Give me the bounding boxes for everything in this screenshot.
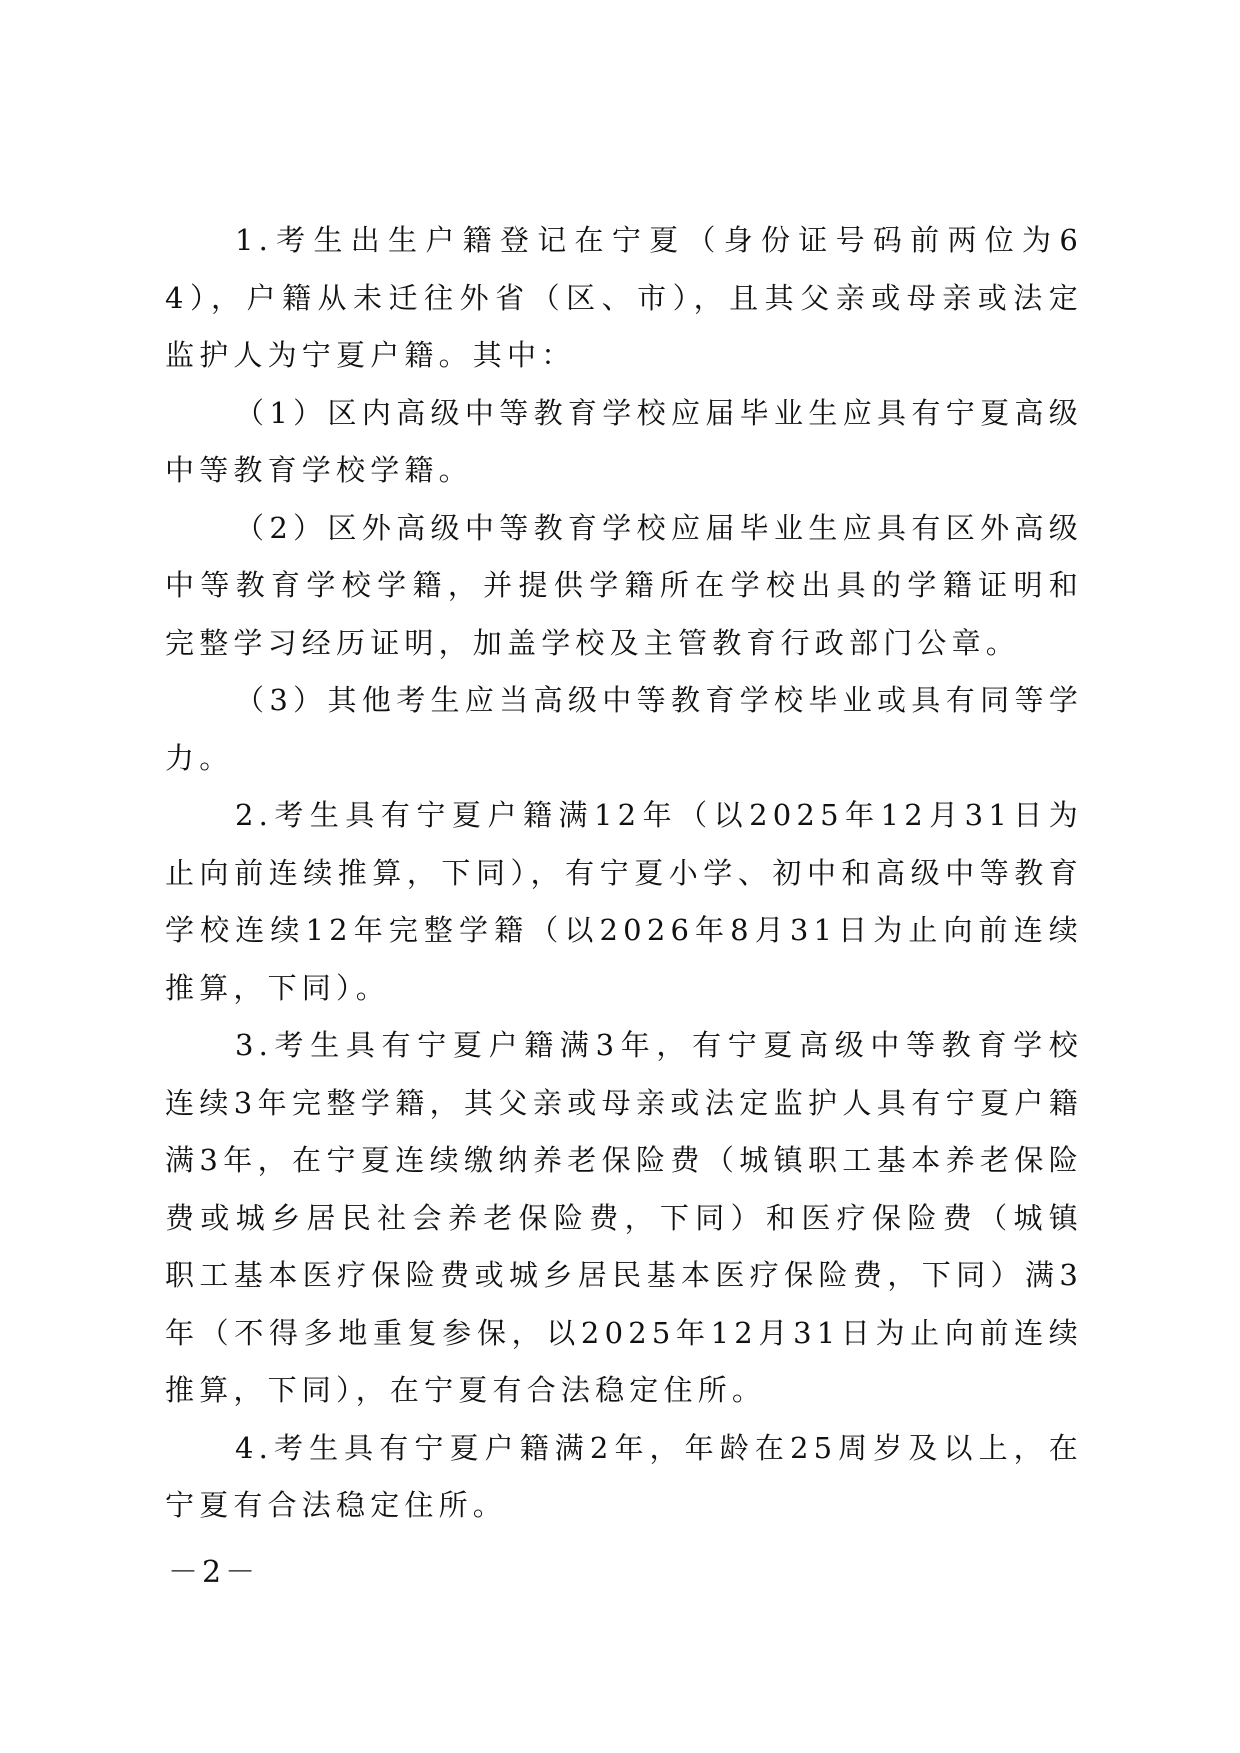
paragraph-item-1-3: （3）其他考生应当高级中等教育学校毕业或具有同等学力。: [165, 683, 1083, 775]
document-body: [165, 212, 1083, 1535]
paragraph-item-1-1: （1）区内高级中等教育学校应届毕业生应具有宁夏高级中等教育学校学籍。: [165, 395, 1083, 487]
paragraph-item-2: 2.考生具有宁夏户籍满12年（以2025年12月31日为止向前连续推算，下同），有宁夏小学、初中和高级中等教育学校连续12年完整学籍（以2026年8月31日为止向前连续推算，下同）。: [165, 798, 1083, 1005]
paragraph-item-4: 4.考生具有宁夏户籍满2年，年龄在25周岁及以上，在宁夏有合法稳定住所。: [165, 1430, 1083, 1522]
page-number: －2－: [168, 1555, 260, 1590]
paragraph-item-3: 3.考生具有宁夏户籍满3年，有宁夏高级中等教育学校连续3年完整学籍，其父亲或母亲或法定监护人具有宁夏户籍满3年，在宁夏连续缴纳养老保险费（城镇职工基本养老保险费或城乡居民社会养老保险费，下同）和医疗保险费（城镇职工基本医疗保险费或城乡居民基本医疗保险费，下同）满3年（不得多地重复参保，以2025年12月31日为止向前连续推算，下同），在宁夏有合法稳定住所。: [165, 1028, 1083, 1407]
paragraph-item-1: 1.考生出生户籍登记在宁夏（身份证号码前两位为64），户籍从未迁往外省（区、市），且其父亲或母亲或法定监护人为宁夏户籍。其中：: [165, 223, 1083, 372]
paragraph-item-1-2: （2）区外高级中等教育学校应届毕业生应具有区外高级中等教育学校学籍，并提供学籍所在学校出具的学籍证明和完整学习经历证明，加盖学校及主管教育行政部门公章。: [165, 510, 1083, 660]
